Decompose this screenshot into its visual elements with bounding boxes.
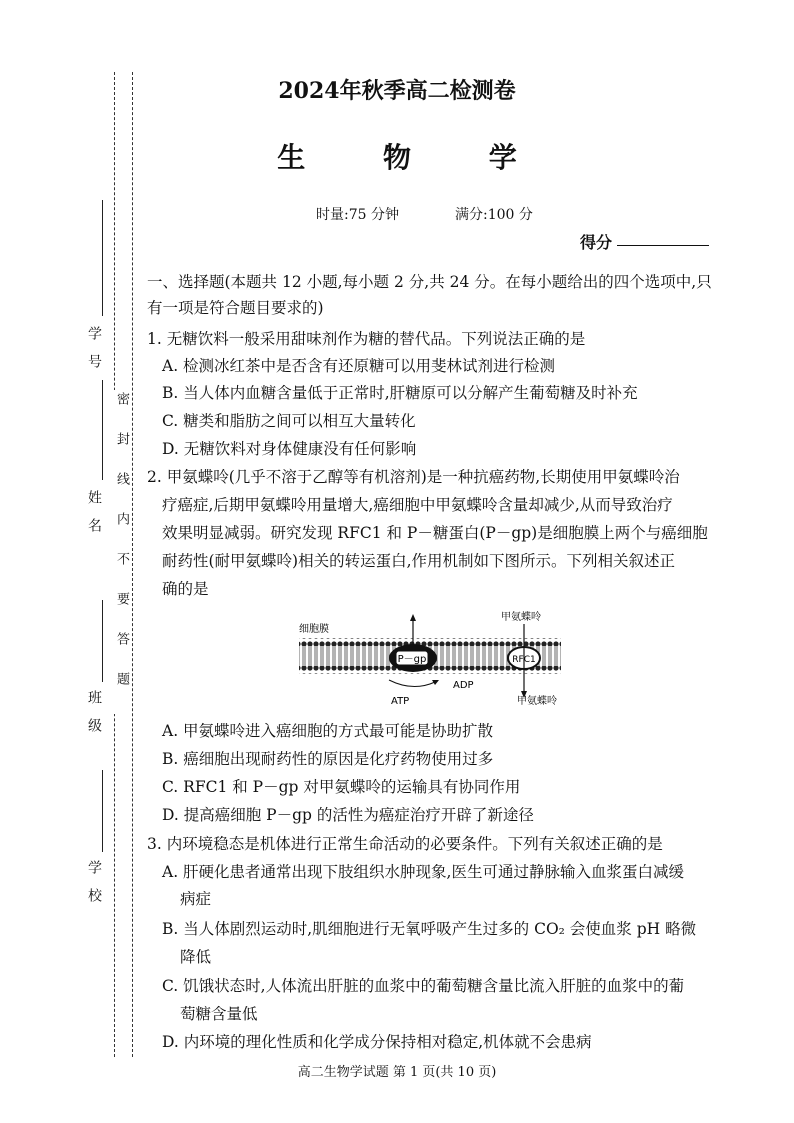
label-class: 班级 — [86, 690, 102, 746]
transport-figure — [295, 608, 565, 710]
subject-title: 生 物 学 — [277, 141, 551, 174]
adp-label: ADP — [453, 680, 474, 691]
q2-option-b: B. 癌细胞出现耐药性的原因是化疗药物使用过多 — [162, 750, 494, 768]
q1-option-b: B. 当人体内血糖含量低于正常时,肝糖原可以分解产生葡萄糖及时补充 — [162, 384, 638, 402]
q2-option-c: C. RFC1 和 P－gp 对甲氨蝶呤的运输具有协同作用 — [162, 778, 521, 796]
q3-option-c-line-1: C. 饥饿状态时,人体流出肝脏的血浆中的葡萄糖含量比流入肝脏的血浆中的葡 — [162, 977, 685, 995]
q2-stem-line-1: 2. 甲氨蝶呤(几乎不溶于乙醇等有机溶剂)是一种抗癌药物,长期使用甲氨蝶呤治 — [147, 468, 680, 486]
q1-option-a: A. 检测冰红茶中是否含有还原糖可以用斐林试剂进行检测 — [162, 357, 556, 375]
fill-line-name — [102, 380, 103, 480]
q2-option-a: A. 甲氨蝶呤进入癌细胞的方式最可能是协助扩散 — [162, 722, 494, 740]
pgp-label: P－gp — [397, 654, 427, 665]
q3-option-c-line-2: 萄糖含量低 — [180, 1005, 258, 1023]
label-name: 姓名 — [86, 490, 102, 546]
full-score: 满分:100 分 — [455, 207, 533, 223]
q2-stem-line-5: 确的是 — [162, 580, 209, 598]
q2-stem-line-3: 效果明显减弱。研究发现 RFC1 和 P－糖蛋白(P－gp)是细胞膜上两个与癌细胞 — [162, 524, 708, 542]
q3-stem: 3. 内环境稳态是机体进行正常生命活动的必要条件。下列有关叙述正确的是 — [147, 835, 663, 853]
fill-line-student-id — [102, 200, 103, 316]
q1-stem: 1. 无糖饮料一般采用甜味剂作为糖的替代品。下列说法正确的是 — [147, 330, 586, 348]
q3-option-a-line-1: A. 肝硬化患者通常出现下肢组织水肿现象,医生可通过静脉输入血浆蛋白减缓 — [162, 863, 684, 881]
exam-time: 时量:75 分钟 — [316, 207, 399, 223]
q2-stem-line-2: 疗癌症,后期甲氨蝶呤用量增大,癌细胞中甲氨蝶呤含量却减少,从而导致治疗 — [162, 496, 673, 514]
q3-option-b-line-1: B. 当人体剧烈运动时,肌细胞进行无氧呼吸产生过多的 CO₂ 会使血浆 pH 略微 — [162, 920, 697, 938]
section-heading-line-1: 一、选择题(本题共 12 小题,每小题 2 分,共 24 分。在每小题给出的四个选项中,只 — [147, 273, 712, 291]
page-footer: 高二生物学试题 第 1 页(共 10 页) — [297, 1065, 497, 1080]
q3-option-b-line-2: 降低 — [180, 948, 212, 966]
atp-label: ATP — [391, 696, 410, 707]
fill-line-class — [102, 600, 103, 682]
drug-top-label: 甲氨蝶呤 — [501, 612, 541, 623]
score-fill-line — [617, 245, 709, 246]
binding-notice: 密封线内不要答题 — [114, 392, 129, 712]
q3-option-d: D. 内环境的理化性质和化学成分保持相对稳定,机体就不会患病 — [162, 1033, 592, 1051]
section-heading-line-2: 有一项是符合题目要求的) — [147, 299, 324, 317]
label-student-id: 学号 — [86, 326, 102, 382]
q3-option-a-line-2: 病症 — [180, 890, 212, 908]
drug-bottom-label: 甲氨蝶呤 — [517, 696, 557, 707]
binding-line-inner — [132, 72, 133, 1057]
q1-option-d: D. 无糖饮料对身体健康没有任何影响 — [162, 440, 417, 458]
membrane-label: 细胞膜 — [299, 624, 329, 635]
exam-title: 2024年秋季高二检测卷 — [278, 78, 516, 104]
q1-option-c: C. 糖类和脂肪之间可以相互大量转化 — [162, 412, 416, 430]
score-label: 得分 — [580, 233, 613, 252]
fill-line-school — [102, 770, 103, 852]
label-school: 学校 — [86, 860, 102, 916]
rfc1-label: RFC1 — [512, 655, 536, 665]
q2-option-d: D. 提高癌细胞 P－gp 的活性为癌症治疗开辟了新途径 — [162, 806, 534, 824]
q2-stem-line-4: 耐药性(耐甲氨蝶呤)相关的转运蛋白,作用机制如下图所示。下列相关叙述正 — [162, 552, 676, 570]
